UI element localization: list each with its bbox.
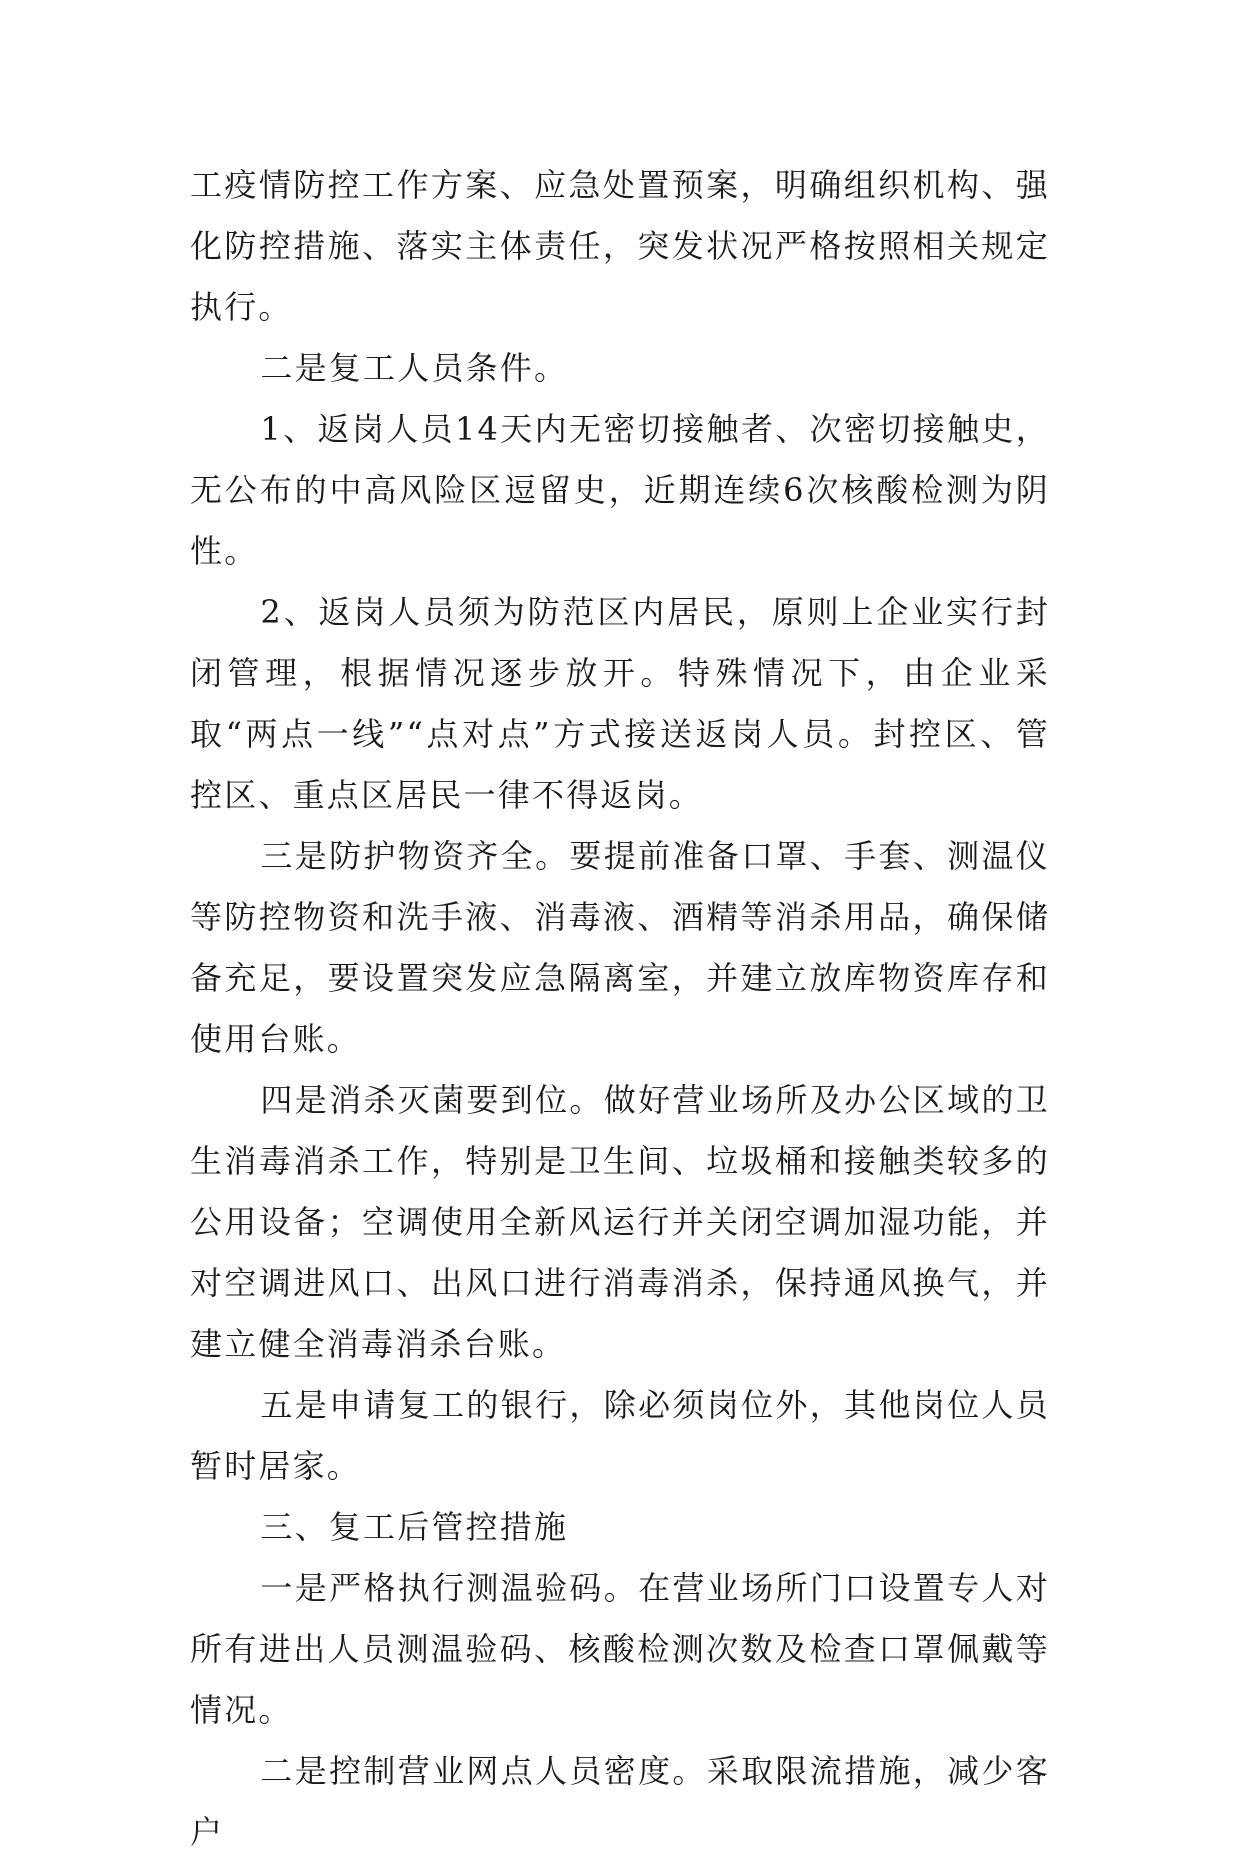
paragraph-9: 一是严格执行测温验码。在营业场所门口设置专人对所有进出人员测温验码、核酸检测次数及检查口罩佩戴等情况。 xyxy=(190,1569,1050,1729)
paragraph-10: 二是控制营业网点人员密度。采取限流措施，减少客户 xyxy=(190,1752,1050,1851)
paragraph-6: 四是消杀灭菌要到位。做好营业场所及办公区域的卫生消毒消杀工作，特别是卫生间、垃圾桶和接触类较多的公用设备；空调使用全新风运行并关闭空调加湿功能，并对空调进风口、出风口进行消毒消杀，保持通风换气，并建立健全消毒消杀台账。 xyxy=(190,1081,1050,1363)
paragraph-1: 工疫情防控工作方案、应急处置预案，明确组织机构、强化防控措施、落实主体责任，突发状况严格按照相关规定执行。 xyxy=(190,166,1050,326)
paragraph-7: 五是申请复工的银行，除必须岗位外，其他岗位人员暂时居家。 xyxy=(190,1386,1050,1485)
document-body xyxy=(190,155,1050,1863)
section-heading: 三、复工后管控措施 xyxy=(260,1508,569,1546)
paragraph-3: 1、返岗人员14天内无密切接触者、次密切接触史，无公布的中高风险区逗留史，近期连续6次核酸检测为阴性。 xyxy=(190,410,1050,570)
paragraph-5: 三是防护物资齐全。要提前准备口罩、手套、测温仪等防控物资和洗手液、消毒液、酒精等消杀用品，确保储备充足，要设置突发应急隔离室，并建立放库物资库存和使用台账。 xyxy=(190,837,1050,1058)
paragraph-2: 二是复工人员条件。 xyxy=(260,349,569,387)
paragraph-4: 2、返岗人员须为防范区内居民，原则上企业实行封闭管理，根据情况逐步放开。特殊情况下，由企业采取“两点一线”“点对点”方式接送返岗人员。封控区、管控区、重点区居民一律不得返岗。 xyxy=(190,593,1050,814)
